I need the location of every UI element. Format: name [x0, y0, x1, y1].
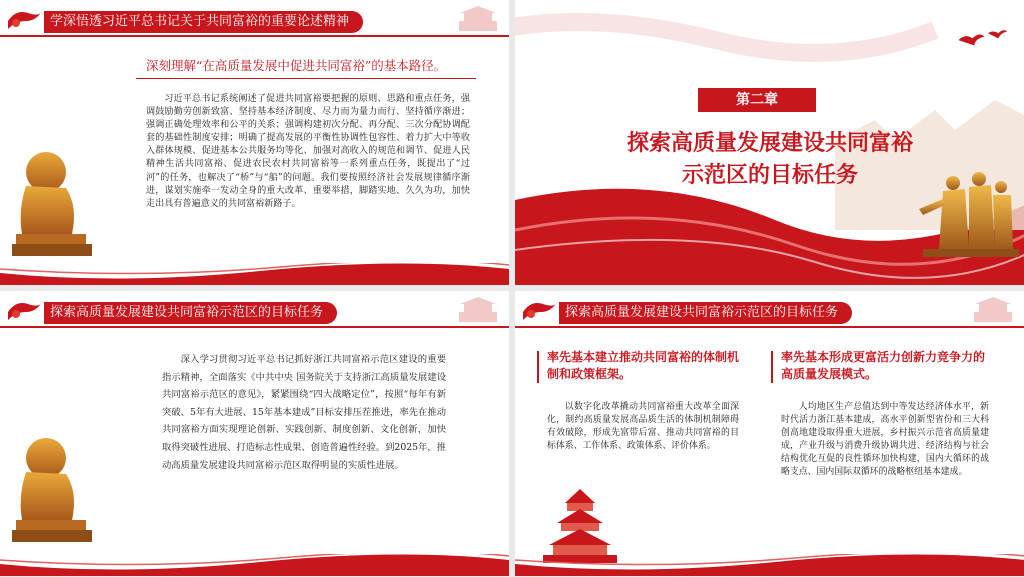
red-flag-icon: [6, 7, 44, 31]
body-paragraph: 习近平总书记系统阐述了促进共同富裕要把握的原则、思路和重点任务，强调鼓励勤劳创新致富、坚持基本经济制度、尽力而为量力而行、坚持循序渐进；强调正确处理效率和公平的关系；强调构建初次分配、再分配、三次分配协调配套的基础性制度安排；明确了提高发展的平衡性协调性包容性、着力扩大中等收入群体规模、促进基本公共服务均等化、加强对高收入的规范和调节、促进人民精神生活共同富裕、促进农民农村共同富裕等一系列重点任务，既提出了“过河”的任务，也解决了“桥”与“船”的问题。我们要按照经济社会发展规律循序渐进，谋划实施牵一发动全身的重大改革、重要举措，脚踏实地、久久为功，加快走出具有普遍意义的共同富裕新路子。: [146, 94, 470, 209]
red-wave-decoration: [0, 263, 509, 285]
subtitle-rule: [136, 78, 476, 79]
tiananmen-icon: [970, 294, 1016, 324]
red-flag-icon: [6, 298, 44, 322]
body-paragraph: 深入学习贯彻习近平总书记抓好浙江共同富裕示范区建设的重要指示精神，全面落实《中共中央 国务院关于支持浙江高质量发展建设共同富裕示范区的意见》，紧紧围绕“四大战略定位”，按照“每年有新突破、5年有大进展、15年基本建成”目标安排压茬推进，率先在推动共同富裕方面实现理论创新、实践创新、制度创新、文化创新，加快取得突破性进展、打造标志性成果、创造普遍性经验。到2025年，推动高质量发展建设共同富裕示范区取得明显的实质性进展。: [162, 354, 446, 471]
header-title: 探索高质量发展建设共同富裕示范区的目标任务: [44, 302, 337, 324]
chapter-title-line-2: 示范区的目标任务: [681, 163, 858, 188]
tiananmen-icon: [455, 294, 501, 324]
header-rule: [515, 326, 1024, 328]
header-title: 探索高质量发展建设共同富裕示范区的目标任务: [559, 302, 852, 324]
right-column-body: 人均地区生产总值达到中等发达经济体水平，新时代活力浙江基本建成，高水平创新型省份和三大科创高地建设取得重大进展，乡村振兴示范省高质量建成，产业升级与消费升级协调共进、经济结构与社会结构优化互促的良性循环加快构建，国内大循环的战略支点、国内国际双循环的战略枢纽基本建成。: [781, 402, 989, 477]
right-column-title: 率先基本形成更富活力创新力竞争力的高质量发展模式。: [781, 350, 986, 381]
tiananmen-icon: [455, 3, 501, 33]
heroic-statue-image: [913, 168, 1023, 260]
slide-2-chapter-cover[interactable]: [515, 0, 1024, 285]
header-rule: [0, 35, 509, 37]
left-column-title: 率先基本建立推动共同富裕的体制机制和政策框架。: [547, 350, 740, 381]
slide-header: [0, 291, 509, 327]
red-wave-decoration: [515, 554, 1024, 576]
slide-header: [515, 291, 1024, 327]
chapter-title-line-1: 探索高质量发展建设共同富裕: [626, 131, 913, 156]
slide-3[interactable]: [0, 291, 509, 576]
chapter-badge: [698, 88, 816, 112]
right-title-marker: [771, 351, 773, 383]
slide-1[interactable]: [0, 0, 509, 285]
red-wave-decoration: [0, 554, 509, 576]
left-column-body: 以数字化改革撬动共同富裕重大改革全面深化，制约高质量发展高品质生活的体制机制障碍有效破除，形成先富带后富、推动共同富裕的目标体系、工作体系、政策体系、评价体系。: [547, 402, 739, 451]
left-title-marker: [537, 351, 539, 383]
chapter-label: 第二章: [736, 92, 778, 108]
stone-lion-image: [8, 436, 98, 546]
header-title: 学深悟透习近平总书记关于共同富裕的重要论述精神: [44, 11, 363, 33]
red-flag-icon: [521, 298, 559, 322]
header-rule: [0, 326, 509, 328]
stone-lion-image: [8, 150, 98, 260]
slide-4[interactable]: [515, 291, 1024, 576]
section-subtitle: 深刻理解“在高质量发展中促进共同富裕”的基本路径。: [146, 58, 447, 73]
slide-header: [0, 0, 509, 36]
doves-icon: [955, 28, 1007, 54]
